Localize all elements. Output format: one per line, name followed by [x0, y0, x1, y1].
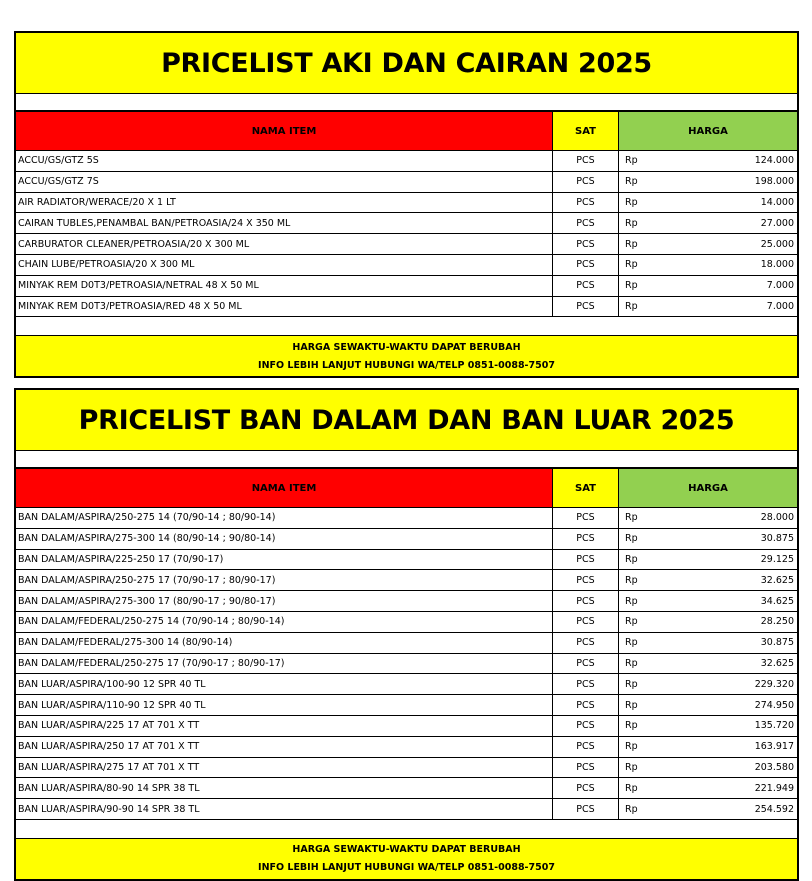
pricelist-ban-dalam-luar	[14, 388, 799, 881]
table-body	[16, 508, 797, 820]
unit-cell: PCS	[553, 255, 619, 275]
table-row	[16, 674, 797, 695]
unit-cell: PCS	[553, 276, 619, 296]
blank-row	[16, 317, 797, 336]
unit-cell: PCS	[553, 508, 619, 528]
price-cell: 274.950	[754, 699, 794, 711]
currency-cell: Rp	[625, 741, 638, 753]
price-cell: 30.875	[760, 637, 794, 649]
table-row	[16, 529, 797, 550]
item-name-cell: ACCU/GS/GTZ 7S	[16, 172, 553, 192]
unit-cell: PCS	[553, 612, 619, 632]
price-cell: 18.000	[760, 259, 794, 271]
price-cell: 198.000	[754, 176, 794, 188]
price-cell: 29.125	[760, 553, 794, 565]
unit-cell: PCS	[553, 172, 619, 192]
unit-cell: PCS	[553, 151, 619, 171]
item-name-cell: BAN DALAM/FEDERAL/275-300 14 (80/90-14)	[16, 633, 553, 653]
price-cell: 27.000	[760, 217, 794, 229]
unit-cell: PCS	[553, 758, 619, 778]
table-row	[16, 151, 797, 172]
table-row	[16, 716, 797, 737]
table-row	[16, 508, 797, 529]
footer-note	[16, 336, 797, 376]
price-cell: 203.580	[754, 761, 794, 773]
currency-cell: Rp	[625, 259, 638, 271]
currency-cell: Rp	[625, 574, 638, 586]
footer-line-1: HARGA SEWAKTU-WAKTU DAPAT BERUBAH	[292, 844, 521, 856]
price-cell: 229.320	[754, 678, 794, 690]
price-cell: 28.250	[760, 616, 794, 628]
unit-cell: PCS	[553, 695, 619, 715]
currency-cell: Rp	[625, 238, 638, 250]
unit-cell: PCS	[553, 297, 619, 317]
item-name-cell: BAN DALAM/FEDERAL/250-275 14 (70/90-14 ; 80/90-14)	[16, 612, 553, 632]
unit-cell: PCS	[553, 674, 619, 694]
item-name-cell: BAN DALAM/ASPIRA/225-250 17 (70/90-17)	[16, 550, 553, 570]
price-cell: 14.000	[760, 196, 794, 208]
table-row	[16, 550, 797, 571]
unit-cell: PCS	[553, 193, 619, 213]
price-cell: 30.875	[760, 533, 794, 545]
price-cell: 25.000	[760, 238, 794, 250]
header-nama-item: NAMA ITEM	[16, 112, 553, 150]
header-sat: SAT	[553, 112, 619, 150]
currency-cell: Rp	[625, 533, 638, 545]
currency-cell: Rp	[625, 176, 638, 188]
table-row	[16, 737, 797, 758]
item-name-cell: BAN LUAR/ASPIRA/275 17 AT 701 X TT	[16, 758, 553, 778]
table-row	[16, 695, 797, 716]
header-harga: HARGA	[619, 469, 797, 507]
table-row	[16, 612, 797, 633]
currency-cell: Rp	[625, 657, 638, 669]
unit-cell: PCS	[553, 213, 619, 233]
currency-cell: Rp	[625, 720, 638, 732]
currency-cell: Rp	[625, 196, 638, 208]
unit-cell: PCS	[553, 234, 619, 254]
table-header	[16, 112, 797, 151]
item-name-cell: BAN LUAR/ASPIRA/100-90 12 SPR 40 TL	[16, 674, 553, 694]
item-name-cell: BAN LUAR/ASPIRA/250 17 AT 701 X TT	[16, 737, 553, 757]
table-row	[16, 591, 797, 612]
item-name-cell: MINYAK REM D0T3/PETROASIA/NETRAL 48 X 50 ML	[16, 276, 553, 296]
unit-cell: PCS	[553, 716, 619, 736]
table-row	[16, 778, 797, 799]
unit-cell: PCS	[553, 778, 619, 798]
currency-cell: Rp	[625, 280, 638, 292]
price-cell: 221.949	[754, 782, 794, 794]
currency-cell: Rp	[625, 217, 638, 229]
table-row	[16, 633, 797, 654]
price-cell: 32.625	[760, 657, 794, 669]
footer-note	[16, 839, 797, 879]
item-name-cell: AIR RADIATOR/WERACE/20 X 1 LT	[16, 193, 553, 213]
table-row	[16, 172, 797, 193]
currency-cell: Rp	[625, 678, 638, 690]
section-title: PRICELIST AKI DAN CAIRAN 2025	[16, 33, 797, 94]
unit-cell: PCS	[553, 529, 619, 549]
item-name-cell: BAN LUAR/ASPIRA/80-90 14 SPR 38 TL	[16, 778, 553, 798]
unit-cell: PCS	[553, 633, 619, 653]
footer-line-1: HARGA SEWAKTU-WAKTU DAPAT BERUBAH	[292, 341, 521, 353]
item-name-cell: BAN LUAR/ASPIRA/90-90 14 SPR 38 TL	[16, 799, 553, 819]
currency-cell: Rp	[625, 595, 638, 607]
currency-cell: Rp	[625, 637, 638, 649]
currency-cell: Rp	[625, 300, 638, 312]
table-row	[16, 799, 797, 820]
currency-cell: Rp	[625, 553, 638, 565]
item-name-cell: BAN LUAR/ASPIRA/110-90 12 SPR 40 TL	[16, 695, 553, 715]
item-name-cell: BAN DALAM/ASPIRA/250-275 17 (70/90-17 ; 80/90-17)	[16, 570, 553, 590]
unit-cell: PCS	[553, 570, 619, 590]
table-row	[16, 758, 797, 779]
price-cell: 163.917	[754, 741, 794, 753]
table-header	[16, 469, 797, 508]
table-row	[16, 297, 797, 318]
currency-cell: Rp	[625, 803, 638, 815]
currency-cell: Rp	[625, 155, 638, 167]
pricelist-aki-cairan	[14, 31, 799, 378]
table-row	[16, 255, 797, 276]
footer-line-2: INFO LEBIH LANJUT HUBUNGI WA/TELP 0851-0088-7507	[258, 862, 555, 874]
item-name-cell: CARBURATOR CLEANER/PETROASIA/20 X 300 ML	[16, 234, 553, 254]
header-nama-item: NAMA ITEM	[16, 469, 553, 507]
footer-line-2: INFO LEBIH LANJUT HUBUNGI WA/TELP 0851-0088-7507	[258, 359, 555, 371]
unit-cell: PCS	[553, 550, 619, 570]
table-row	[16, 234, 797, 255]
price-cell: 7.000	[766, 280, 794, 292]
item-name-cell: MINYAK REM D0T3/PETROASIA/RED 48 X 50 ML	[16, 297, 553, 317]
price-cell: 32.625	[760, 574, 794, 586]
price-cell: 7.000	[766, 300, 794, 312]
unit-cell: PCS	[553, 737, 619, 757]
unit-cell: PCS	[553, 799, 619, 819]
item-name-cell: BAN DALAM/ASPIRA/250-275 14 (70/90-14 ; 80/90-14)	[16, 508, 553, 528]
currency-cell: Rp	[625, 512, 638, 524]
price-cell: 34.625	[760, 595, 794, 607]
blank-row	[16, 820, 797, 839]
spacer	[16, 94, 797, 112]
header-harga: HARGA	[619, 112, 797, 150]
item-name-cell: BAN DALAM/ASPIRA/275-300 17 (80/90-17 ; 90/80-17)	[16, 591, 553, 611]
section-title: PRICELIST BAN DALAM DAN BAN LUAR 2025	[16, 390, 797, 451]
currency-cell: Rp	[625, 616, 638, 628]
table-row	[16, 276, 797, 297]
table-row	[16, 213, 797, 234]
table-row	[16, 570, 797, 591]
price-cell: 135.720	[754, 720, 794, 732]
table-row	[16, 654, 797, 675]
table-body	[16, 151, 797, 317]
currency-cell: Rp	[625, 699, 638, 711]
unit-cell: PCS	[553, 654, 619, 674]
item-name-cell: BAN DALAM/FEDERAL/250-275 17 (70/90-17 ; 80/90-17)	[16, 654, 553, 674]
table-row	[16, 193, 797, 214]
item-name-cell: CAIRAN TUBLES,PENAMBAL BAN/PETROASIA/24 X 350 ML	[16, 213, 553, 233]
spacer	[16, 451, 797, 469]
item-name-cell: BAN DALAM/ASPIRA/275-300 14 (80/90-14 ; 90/80-14)	[16, 529, 553, 549]
price-cell: 124.000	[754, 155, 794, 167]
currency-cell: Rp	[625, 782, 638, 794]
item-name-cell: ACCU/GS/GTZ 5S	[16, 151, 553, 171]
item-name-cell: BAN LUAR/ASPIRA/225 17 AT 701 X TT	[16, 716, 553, 736]
price-cell: 254.592	[754, 803, 794, 815]
header-sat: SAT	[553, 469, 619, 507]
price-cell: 28.000	[760, 512, 794, 524]
unit-cell: PCS	[553, 591, 619, 611]
item-name-cell: CHAIN LUBE/PETROASIA/20 X 300 ML	[16, 255, 553, 275]
currency-cell: Rp	[625, 761, 638, 773]
